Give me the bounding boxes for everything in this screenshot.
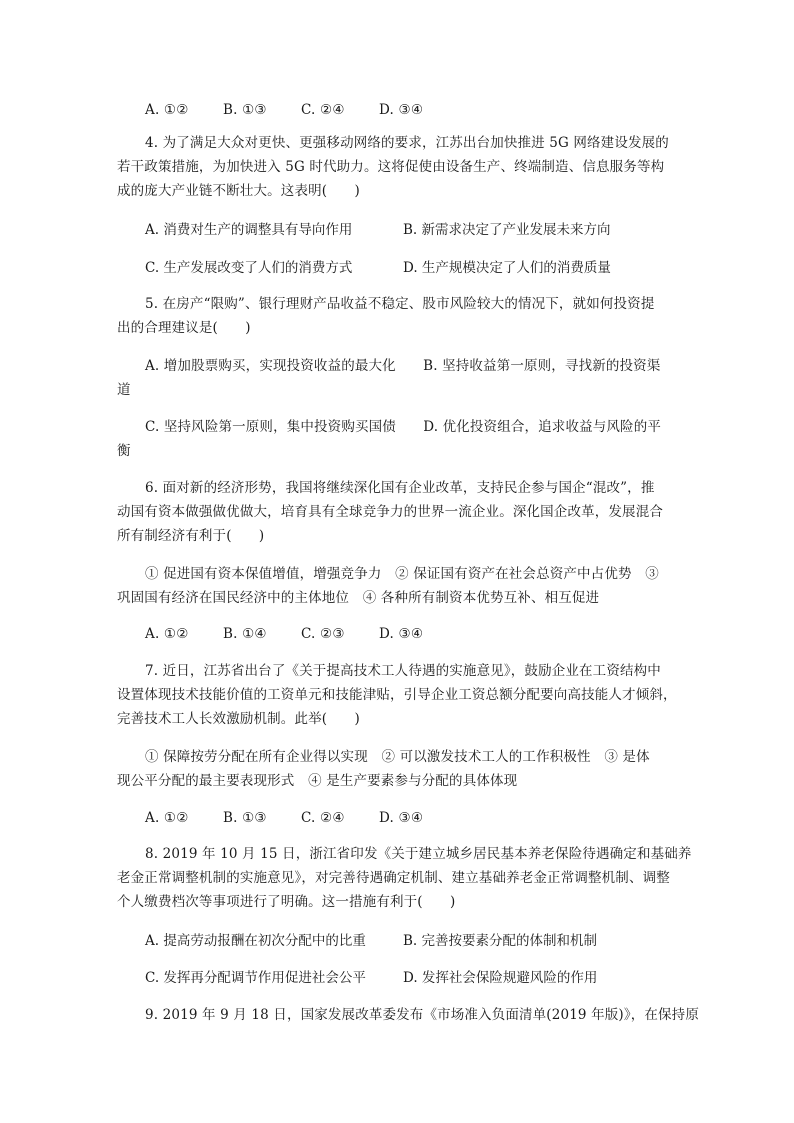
q7-option-c: C. ②④ (301, 810, 345, 826)
q6-items-line: 巩固国有经济在国民经济中的主体地位 ④ 各种所有制资本优势互补、相互促进 (117, 590, 600, 606)
q4-options-cd (145, 258, 683, 278)
q6-option-c: C. ②③ (301, 626, 345, 642)
q7-stem (117, 659, 683, 731)
q4-stem (117, 131, 683, 203)
q8-stem-line: 老金正常调整机制的实施意见》，对完善待遇确定机制、建立基础养老金正常调整机制、调整 (117, 870, 670, 886)
q3-options (145, 100, 683, 120)
q5-option-ab-line: 道 (117, 382, 131, 398)
q4-stem-line: 若干政策措施，为加快进入 5G 时代助力。这将促使由设备生产、终端制造、信息服务等构 (117, 159, 665, 175)
q8-option-a: A. 提高劳动报酬在初次分配中的比重 (145, 933, 366, 949)
q5-option-cd-line: 衡 (117, 443, 131, 459)
q4-option-b: B. 新需求决定了产业发展未来方向 (403, 222, 611, 238)
q8-stem-line: 个人缴费档次等事项进行了明确。这一措施有利于( ) (117, 894, 456, 910)
q7-items-line: 现公平分配的最主要表现形式 ④ 是生产要素参与分配的具体体现 (117, 773, 518, 789)
q8-option-b: B. 完善按要素分配的体制和机制 (403, 933, 598, 949)
q3-option-c: C. ②④ (301, 102, 345, 118)
q5-stem (117, 292, 683, 340)
q9-stem-line: 9. 2019 年 9 月 18 日，国家发展改革委发布《市场准入负面清单(2019 年版)》，在保持原 (145, 1007, 699, 1023)
q4-option-d: D. 生产规模决定了人们的消费质量 (403, 260, 611, 276)
q5-options-cd (117, 415, 683, 463)
q8-option-c: C. 发挥再分配调节作用促进社会公平 (145, 970, 366, 986)
q8-options-ab (145, 931, 683, 951)
q4-stem-line: 成的庞大产业链不断壮大。这表明( ) (117, 183, 360, 199)
q6-stem-line: 6. 面对新的经济形势，我国将继续深化国有企业改革，支持民企参与国企“混改”，推 (145, 480, 655, 496)
q7-stem-line: 7. 近日，江苏省出台了《关于提高技术工人待遇的实施意见》，鼓励企业在工资结构中 (145, 663, 661, 679)
q5-stem-line: 出的合理建议是( ) (117, 320, 251, 336)
q5-stem-line: 5. 在房产“限购”、银行理财产品收益不稳定、股市风险较大的情况下，就如何投资提 (145, 296, 655, 312)
q9-stem (117, 1003, 699, 1027)
q4-stem-line: 4. 为了满足大众对更快、更强移动网络的要求，江苏出台加快推进 5G 网络建设发展的 (145, 135, 669, 151)
q5-option-cd-line: C. 坚持风险第一原则，集中投资购买国债 D. 优化投资组合，追求收益与风险的平 (145, 419, 662, 435)
q6-items-line: ① 促进国有资本保值增值，增强竞争力 ② 保证国有资产在社会总资产中占优势 ③ (145, 566, 659, 582)
q7-option-a: A. ①② (145, 810, 189, 826)
q3-option-b: B. ①③ (223, 102, 267, 118)
q7-items-line: ① 保障按劳分配在所有企业得以实现 ② 可以激发技术工人的工作积极性 ③ 是体 (145, 749, 650, 765)
q6-option-d: D. ③④ (379, 626, 424, 642)
q8-option-d: D. 发挥社会保险规避风险的作用 (403, 970, 598, 986)
q3-option-d: D. ③④ (379, 102, 424, 118)
q6-option-b: B. ①④ (223, 626, 267, 642)
q7-options (145, 808, 683, 828)
q6-stem-line: 动国有资本做强做优做大，培育具有全球竞争力的世界一流企业。深化国企改革，发展混合 (117, 504, 663, 520)
q6-options (145, 624, 683, 644)
q6-option-a: A. ①② (145, 626, 189, 642)
q7-stem-line: 设置体现技术技能价值的工资单元和技能津贴，引导企业工资总额分配要向高技能人才倾斜， (117, 687, 677, 703)
q3-option-a: A. ①② (145, 102, 189, 118)
q6-items (117, 562, 683, 610)
q4-option-a: A. 消费对生产的调整具有导向作用 (145, 222, 353, 238)
q5-options-ab (117, 354, 683, 402)
q7-items (117, 745, 683, 793)
q4-options-ab (145, 220, 683, 240)
q6-stem-line: 所有制经济有利于( ) (117, 528, 265, 544)
q6-stem (117, 476, 683, 548)
q7-option-b: B. ①③ (223, 810, 267, 826)
q5-option-ab-line: A. 增加股票购买，实现投资收益的最大化 B. 坚持收益第一原则，寻找新的投资渠 (145, 358, 661, 374)
q8-stem (117, 842, 692, 914)
q7-option-d: D. ③④ (379, 810, 424, 826)
q4-option-c: C. 生产发展改变了人们的消费方式 (145, 260, 353, 276)
q8-options-cd (145, 968, 683, 988)
q8-stem-line: 8. 2019 年 10 月 15 日，浙江省印发《关于建立城乡居民基本养老保险待遇确定和基础养 (145, 846, 692, 862)
q7-stem-line: 完善技术工人长效激励机制。此举( ) (117, 711, 360, 727)
